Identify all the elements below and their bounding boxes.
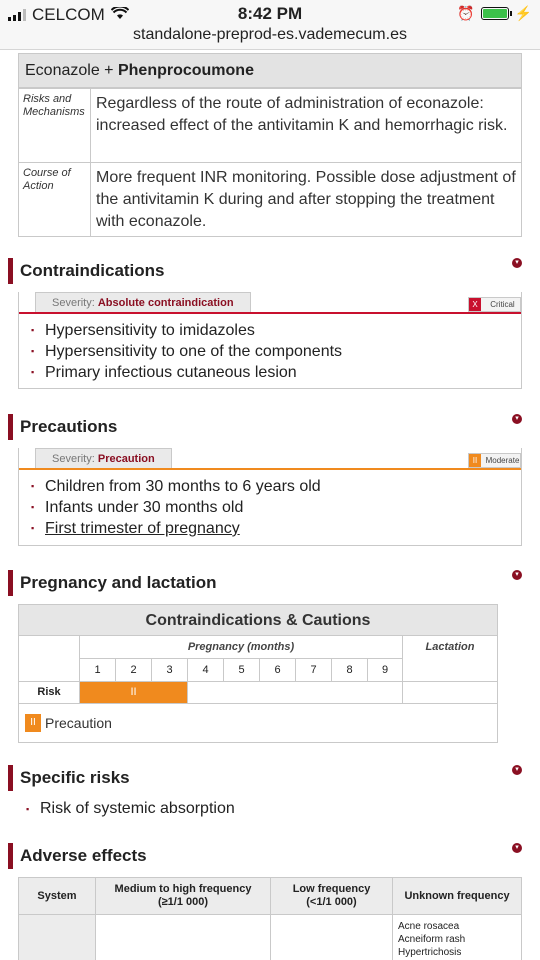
section-marker bbox=[8, 765, 13, 791]
section-title: Precautions bbox=[20, 417, 118, 436]
severity-badge bbox=[468, 453, 521, 468]
precautions-list bbox=[19, 470, 521, 545]
section-marker bbox=[8, 414, 13, 440]
risk-label: Risk bbox=[19, 682, 80, 703]
empty-cell bbox=[19, 636, 80, 682]
specific-risks-list bbox=[40, 799, 235, 819]
page-content bbox=[0, 51, 540, 960]
precaution-icon: II bbox=[25, 714, 41, 732]
pregnancy-grid bbox=[18, 636, 498, 704]
pregnancy-header: Pregnancy (months) bbox=[80, 636, 403, 659]
medium-high-cell bbox=[96, 915, 271, 960]
month-cell: 6 bbox=[260, 659, 296, 682]
moderate-icon: II bbox=[469, 454, 481, 467]
header-medium-high bbox=[96, 877, 271, 915]
section-marker bbox=[8, 843, 13, 869]
battery-icon bbox=[481, 7, 509, 20]
interaction-row bbox=[19, 88, 521, 162]
month-cell: 3 bbox=[152, 659, 188, 682]
header-system: System bbox=[18, 877, 96, 915]
carrier-name: CELCOM bbox=[32, 5, 105, 24]
section-adverse-effects[interactable] bbox=[8, 843, 528, 869]
severity-value: Absolute contraindication bbox=[97, 297, 234, 309]
severity-tab bbox=[35, 448, 172, 468]
section-marker bbox=[8, 570, 13, 596]
drug-name-2: Phenprocoumone bbox=[117, 62, 254, 79]
section-pregnancy[interactable] bbox=[8, 570, 528, 596]
collapse-icon[interactable]: ▾ bbox=[512, 258, 522, 268]
legend-text: Precaution bbox=[45, 715, 112, 731]
lactation-cell bbox=[403, 682, 497, 703]
section-precautions[interactable] bbox=[8, 414, 528, 440]
clock: 8:42 PM bbox=[237, 4, 303, 23]
month-cell: 2 bbox=[116, 659, 152, 682]
month-cell: 5 bbox=[224, 659, 260, 682]
critical-icon: X bbox=[469, 298, 481, 311]
header-range: (≥1/1 000) bbox=[157, 896, 209, 908]
interaction-row bbox=[19, 162, 521, 236]
badge-label: Critical bbox=[490, 300, 515, 309]
charging-icon: ⚡ bbox=[514, 5, 532, 21]
interaction-title bbox=[19, 54, 521, 88]
header-text: Medium to high frequency bbox=[114, 883, 252, 895]
collapse-icon[interactable]: ▾ bbox=[512, 765, 522, 775]
month-cell: 8 bbox=[332, 659, 368, 682]
row-text: Regardless of the route of administration of econazole: increased effect of the antivitamin K and hemorrhagic risk. bbox=[96, 95, 508, 134]
section-specific-risks[interactable] bbox=[8, 765, 528, 791]
section-title: Specific risks bbox=[20, 768, 130, 787]
effect-item: Acneiform rash bbox=[398, 934, 466, 945]
section-title: Contraindications bbox=[20, 261, 165, 280]
section-title: Pregnancy and lactation bbox=[20, 573, 217, 592]
header-low bbox=[271, 877, 393, 915]
section-title: Adverse effects bbox=[20, 846, 147, 865]
collapse-icon[interactable]: ▾ bbox=[512, 414, 522, 424]
section-marker bbox=[8, 258, 13, 284]
severity-tab bbox=[35, 292, 251, 312]
status-icons bbox=[457, 5, 532, 22]
list-item: ▪ Infants under 30 months old bbox=[45, 497, 521, 518]
badge-label: Moderate bbox=[485, 456, 520, 465]
month-cell: 7 bbox=[296, 659, 332, 682]
header-unknown: Unknown frequency bbox=[393, 877, 522, 915]
severity-badge bbox=[468, 297, 521, 312]
month-cell: 9 bbox=[368, 659, 403, 682]
precautions-box bbox=[18, 448, 522, 546]
alarm-icon: ⏰ bbox=[457, 5, 475, 21]
risk-bar: II bbox=[80, 682, 188, 703]
header-text: Low frequency bbox=[292, 883, 371, 895]
row-label: Course of Action bbox=[19, 163, 91, 236]
system-cell bbox=[18, 915, 96, 960]
table-header-row bbox=[18, 877, 522, 915]
low-cell bbox=[271, 915, 393, 960]
pregnancy-table bbox=[18, 604, 498, 704]
effect-item: Acne rosacea bbox=[398, 921, 460, 932]
severity-prefix: Severity: bbox=[52, 297, 95, 309]
header-range: (<1/1 000) bbox=[306, 896, 357, 908]
legend-row bbox=[18, 703, 498, 743]
effect-item: Hypertrichosis bbox=[398, 947, 462, 958]
severity-value: Precaution bbox=[97, 453, 155, 465]
contraindications-box bbox=[18, 292, 522, 389]
drug-name-1: Econazole bbox=[25, 62, 100, 79]
list-item-link[interactable]: ▪ First trimester of pregnancy bbox=[45, 518, 521, 539]
address-bar-url[interactable]: standalone-preprod-es.vademecum.es bbox=[133, 26, 407, 43]
severity-prefix: Severity: bbox=[52, 453, 95, 465]
interaction-card bbox=[18, 53, 522, 237]
plus-sign: + bbox=[104, 62, 114, 79]
status-bar bbox=[0, 0, 540, 50]
empty-cell bbox=[188, 682, 403, 703]
row-label: Risks and Mechanisms bbox=[19, 89, 91, 162]
list-item: ▪ Hypersensitivity to one of the components bbox=[45, 341, 521, 362]
lactation-header: Lactation bbox=[403, 636, 497, 682]
list-item: ▪ Primary infectious cutaneous lesion bbox=[45, 362, 521, 383]
table-row bbox=[18, 915, 522, 960]
month-cell: 4 bbox=[188, 659, 224, 682]
collapse-icon[interactable]: ▾ bbox=[512, 843, 522, 853]
row-text: More frequent INR monitoring. Possible dose adjustment of the antivitamin K during and after stopping the treatment with econazole. bbox=[96, 169, 516, 230]
month-cell: 1 bbox=[80, 659, 116, 682]
adverse-effects-table bbox=[18, 877, 522, 960]
collapse-icon[interactable]: ▾ bbox=[512, 570, 522, 580]
table-title: Contraindications & Cautions bbox=[18, 604, 498, 636]
contraindications-list bbox=[19, 314, 521, 388]
list-item: ▪ Children from 30 months to 6 years old bbox=[45, 476, 521, 497]
list-item: ▪ Risk of systemic absorption bbox=[40, 799, 235, 819]
section-contraindications[interactable] bbox=[8, 258, 528, 284]
list-item: ▪ Hypersensitivity to imidazoles bbox=[45, 320, 521, 341]
unknown-cell bbox=[393, 915, 522, 960]
